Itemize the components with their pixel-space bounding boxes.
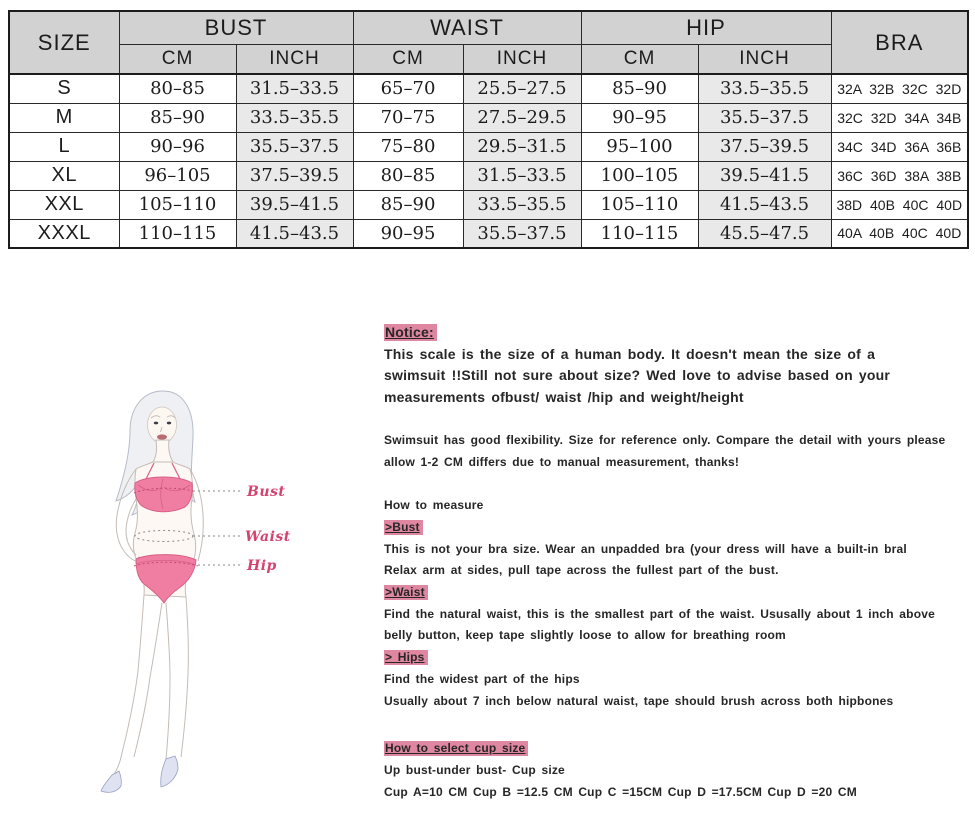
hip-inch-cell: 39.5–41.5 [698,161,831,190]
measurement-figure [50,375,360,811]
waist-cm-cell: 90–95 [353,219,463,248]
bra-cell: 34C 34D 36A 36B [831,132,968,161]
hips-heading: > Hips [384,650,428,665]
size-chart-table [8,10,969,249]
measurement-notes [384,322,975,803]
header-waist: WAIST [353,11,581,44]
table-row-m [9,103,968,132]
waist-inch-cell: 29.5–31.5 [463,132,581,161]
header-row-groups [9,11,968,44]
figure-sketch-svg [50,375,360,811]
hip-inch-cell: 41.5–43.5 [698,190,831,219]
waist-cm-cell: 75–80 [353,132,463,161]
bra-cell: 32C 32D 34A 34B [831,103,968,132]
table-row-xl [9,161,968,190]
hip-cm-cell: 90–95 [581,103,698,132]
waist-inch-cell: 25.5–27.5 [463,74,581,103]
cup-size-heading: How to select cup size [384,741,528,756]
bust-inch-cell: 41.5–43.5 [236,219,353,248]
header-bra: BRA [831,11,968,74]
hip-inch-cell: 35.5–37.5 [698,103,831,132]
hip-cm-cell: 100–105 [581,161,698,190]
header-hip: HIP [581,11,831,44]
waist-inch-cell: 35.5–37.5 [463,219,581,248]
figure-left-leg-outer [112,595,144,777]
notice-line: measurements ofbust/ waist /hip and weight/height [384,389,744,406]
figure-left-leg-inner [134,603,162,757]
waist-heading: >Waist [384,585,428,600]
waist-cm-cell: 80–85 [353,161,463,190]
table-row-xxxl [9,219,968,248]
bra-cell: 38D 40B 40C 40D [831,190,968,219]
cup-size-line: Up bust-under bust- Cup size [384,762,565,777]
header-bust-inch: INCH [236,44,353,74]
notice-heading: Notice: [384,324,437,341]
hip-cm-cell: 85–90 [581,74,698,103]
bust-inch-cell: 37.5–39.5 [236,161,353,190]
figure-right-leg-outer [181,597,188,757]
hip-cm-cell: 110–115 [581,219,698,248]
table-row-l [9,132,968,161]
size-cell: M [9,103,119,132]
bust-cm-cell: 85–90 [119,103,236,132]
waist-cm-cell: 70–75 [353,103,463,132]
bust-inch-cell: 33.5–35.5 [236,103,353,132]
size-cell: XL [9,161,119,190]
waist-label: Waist [245,529,291,545]
figure-right-leg-inner [166,603,170,759]
hip-inch-cell: 45.5–47.5 [698,219,831,248]
waist-cm-cell: 65–70 [353,74,463,103]
how-to-measure-title: How to measure [384,498,484,513]
bikini-top [135,477,192,512]
waist-instruction-line: Find the natural waist, this is the smallest part of the waist. Ususally about 1 inch above [384,606,935,621]
waist-inch-cell: 27.5–29.5 [463,103,581,132]
bust-heading: >Bust [384,520,423,535]
figure-lips [157,434,167,439]
notice-line: This scale is the size of a human body. It doesn't mean the size of a [384,345,876,362]
header-bust-cm: CM [119,44,236,74]
bust-cm-cell: 80–85 [119,74,236,103]
bust-cm-cell: 105–110 [119,190,236,219]
hips-instruction-line: Usually about 7 inch below natural waist, tape should brush across both hipbones [384,693,894,708]
header-hip-inch: INCH [698,44,831,74]
bust-instruction-line: This is not your bra size. Wear an unpadded bra (your dress will have a built-in bral [384,541,907,556]
figure-left-shoe [101,771,121,792]
bust-inch-cell: 35.5–37.5 [236,132,353,161]
bust-label: Bust [247,484,286,500]
cup-size-line: Cup A=10 CM Cup B =12.5 CM Cup C =15CM Cup D =17.5CM Cup D =20 CM [384,784,857,799]
header-hip-cm: CM [581,44,698,74]
figure-eye-right [167,422,171,425]
flexibility-line: Swimsuit has good flexibility. Size for reference only. Compare the detail with yours please [384,432,946,447]
hip-cm-cell: 95–100 [581,132,698,161]
bra-cell: 40A 40B 40C 40D [831,219,968,248]
bust-inch-cell: 31.5–33.5 [236,74,353,103]
hip-inch-cell: 37.5–39.5 [698,132,831,161]
header-size: SIZE [9,11,119,74]
bust-instruction-line: Relax arm at sides, pull tape across the fullest part of the bust. [384,563,779,578]
hip-inch-cell: 33.5–35.5 [698,74,831,103]
waist-cm-cell: 85–90 [353,190,463,219]
hips-instruction-line: Find the widest part of the hips [384,671,580,686]
bust-cm-cell: 110–115 [119,219,236,248]
figure-right-shoe [161,756,178,787]
size-cell: XXXL [9,219,119,248]
waist-instruction-line: belly button, keep tape slightly loose to allow for breathing room [384,628,786,643]
header-waist-cm: CM [353,44,463,74]
table-row-s [9,74,968,103]
bra-cell: 36C 36D 38A 38B [831,161,968,190]
table-row-xxl [9,190,968,219]
size-cell: XXL [9,190,119,219]
hip-cm-cell: 105–110 [581,190,698,219]
hip-label: Hip [247,558,277,574]
bust-inch-cell: 39.5–41.5 [236,190,353,219]
header-bust: BUST [119,11,353,44]
bra-cell: 32A 32B 32C 32D [831,74,968,103]
header-row-units [9,44,968,74]
notice-line: swimsuit !!Still not sure about size? Wed love to advise based on your [384,367,891,384]
size-cell: S [9,74,119,103]
bust-cm-cell: 90–96 [119,132,236,161]
bust-cm-cell: 96–105 [119,161,236,190]
figure-eye-left [154,422,158,425]
waist-inch-cell: 31.5–33.5 [463,161,581,190]
waist-inch-cell: 33.5–35.5 [463,190,581,219]
header-waist-inch: INCH [463,44,581,74]
flexibility-line: allow 1-2 CM differs due to manual measurement, thanks! [384,454,740,469]
size-cell: L [9,132,119,161]
